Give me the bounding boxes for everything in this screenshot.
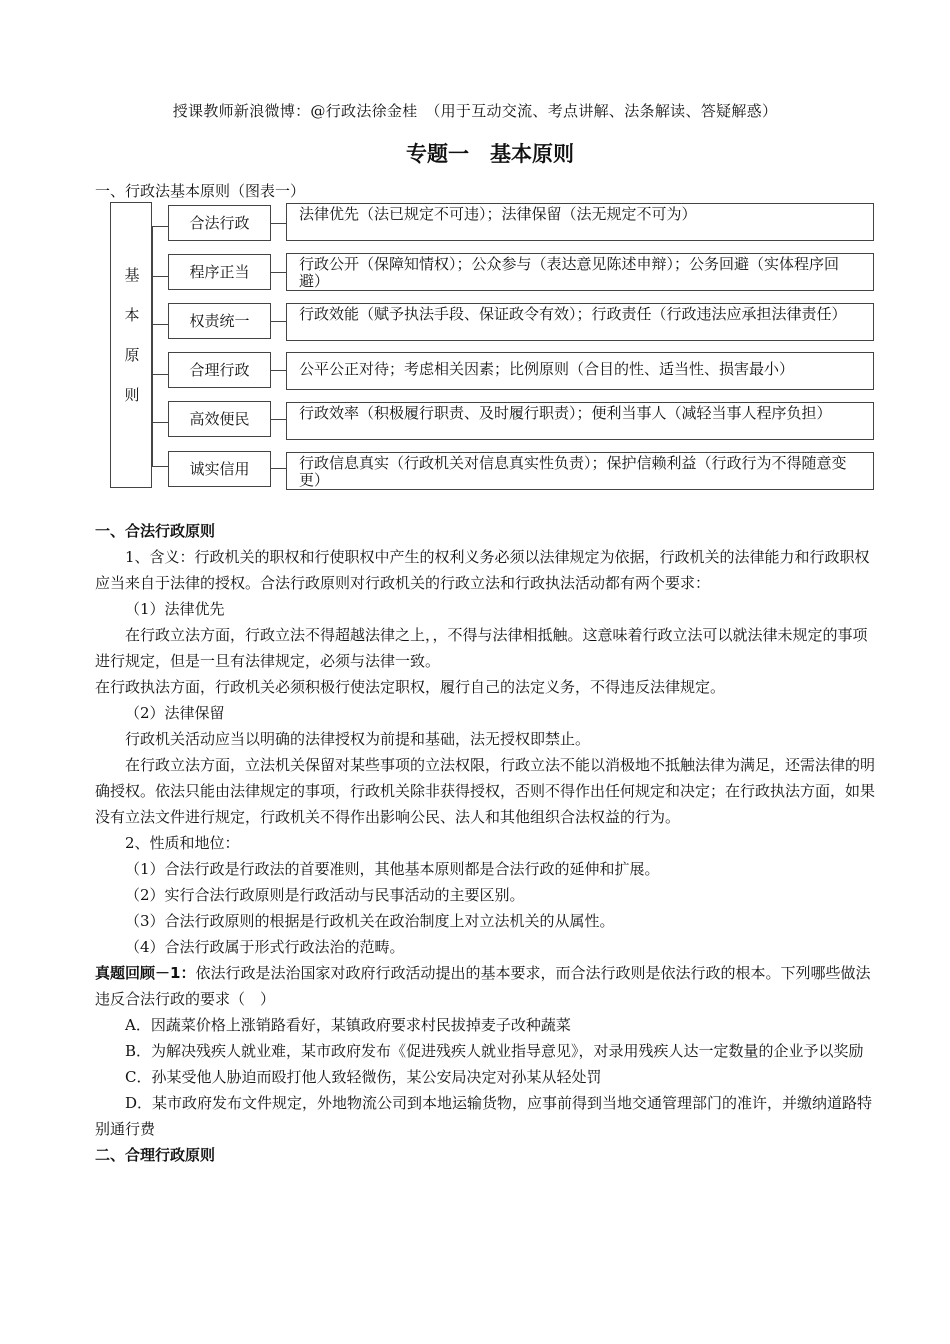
list-item: （3）合法行政原则的根据是行政机关在政治制度上对立法机关的从属性。 — [125, 912, 615, 930]
connector-line — [271, 272, 286, 273]
question-stem — [95, 960, 880, 1012]
principle-desc-box: 法律优先（法已规定不可违）；法律保留（法无规定不可为） — [286, 203, 874, 241]
root-box — [110, 202, 152, 488]
list-item: （4）合法行政属于形式行政法治的范畴。 — [125, 938, 405, 956]
connector-line — [271, 468, 286, 469]
root-char: 原 — [124, 346, 140, 364]
paragraph: 1、含义：行政机关的职权和行使职权中产生的权利义务必须以法律规定为依据，行政机关的法律能力和行政职权应当来自于法律的授权。合法行政原则对行政机关的行政立法和行政执法活动都有两个要求： — [95, 548, 870, 592]
principle-name-box: 权责统一 — [168, 303, 271, 339]
question-label: 真题回顾－1： — [95, 964, 196, 982]
principle-name-box: 高效便民 — [168, 401, 271, 437]
paragraph: 在行政立法方面，行政立法不得超越法律之上，，不得与法律相抵触。这意味着行政立法可以就法律未规定的事项进行规定，但是一旦有法律规定，必须与法律一致。 — [95, 626, 868, 670]
principle-desc-box: 行政公开（保障知情权）；公众参与（表达意见陈述申辩）；公务回避（实体程序回避） — [286, 253, 874, 291]
paragraph: 在行政执法方面，行政机关必须积极行使法定职权，履行自己的法定义务，不得违反法律规定。 — [95, 678, 726, 696]
principles-diagram — [110, 202, 875, 490]
paragraph: 2、性质和地位： — [125, 834, 240, 852]
principle-name-box: 合理行政 — [168, 352, 271, 388]
principle-name-box: 程序正当 — [168, 254, 271, 290]
principle-desc-box: 行政信息真实（行政机关对信息真实性负责）；保护信赖利益（行政行为不得随意变更） — [286, 452, 874, 490]
subheading: （2）法律保留 — [125, 704, 225, 722]
principle-desc-box: 行政效能（赋予执法手段、保证政令有效）；行政责任（行政违法应承担法律责任） — [286, 303, 874, 341]
question-text: 依法行政是法治国家对政府行政活动提出的基本要求，而合法行政则是依法行政的根本。下列哪些做法违反合法行政的要求（ ） — [95, 964, 871, 1008]
section-heading: 二、合理行政原则 — [95, 1146, 216, 1164]
branch-line — [152, 276, 168, 277]
principle-desc-box: 公平公正对待；考虑相关因素；比例原则（合目的性、适当性、损害最小） — [286, 352, 874, 390]
body-text — [95, 518, 880, 1168]
root-char: 则 — [124, 386, 140, 404]
trunk-line — [152, 226, 153, 466]
paragraph: 在行政立法方面，立法机关保留对某些事项的立法权限，行政立法不能以消极地不抵触法律为满足，还需法律的明确授权。依法只能由法律规定的事项，行政机关除非获得授权，否则不得作出任何规定和决定；在行政执法方面，如果没有立法文件进行规定，行政机关不得作出影响公民、法人和其他组织合法权益的行为。 — [95, 756, 876, 826]
question-option: C．孙某受他人胁迫而殴打他人致轻微伤，某公安局决定对孙某从轻处罚 — [125, 1068, 602, 1086]
principle-name-box: 诚实信用 — [168, 451, 271, 487]
section-heading: 一、合法行政原则 — [95, 522, 216, 540]
diagram-caption: 一、行政法基本原则（图表一） — [95, 182, 306, 200]
connector-line — [271, 419, 286, 420]
list-item: （2）实行合法行政原则是行政活动与民事活动的主要区别。 — [125, 886, 525, 904]
branch-line — [152, 466, 168, 467]
connector-line — [271, 223, 286, 224]
subheading: （1）法律优先 — [125, 600, 225, 618]
principle-name-box: 合法行政 — [168, 205, 271, 241]
connector-line — [271, 370, 286, 371]
instructor-header: 授课教师新浪微博：@行政法徐金桂 （用于互动交流、考点讲解、法条解读、答疑解惑） — [172, 102, 778, 120]
connector-line — [271, 321, 286, 322]
branch-line — [152, 226, 168, 227]
principle-desc-box: 行政效率（积极履行职责、及时履行职责）；便利当事人（减轻当事人程序负担） — [286, 402, 874, 440]
paragraph: 行政机关活动应当以明确的法律授权为前提和基础，法无授权即禁止。 — [125, 730, 591, 748]
question-option: D．某市政府发布文件规定，外地物流公司到本地运输货物，应事前得到当地交通管理部门的准许，并缴纳道路特别通行费 — [95, 1094, 873, 1138]
list-item: （1）合法行政是行政法的首要准则，其他基本原则都是合法行政的延伸和扩展。 — [125, 860, 660, 878]
page-title: 专题一 基本原则 — [406, 142, 574, 166]
branch-line — [152, 374, 168, 375]
question-option: B．为解决残疾人就业难，某市政府发布《促进残疾人就业指导意见》，对录用残疾人达一定数量的企业予以奖励 — [125, 1042, 864, 1060]
branch-line — [152, 324, 168, 325]
branch-line — [152, 422, 168, 423]
root-char: 基 — [124, 266, 140, 284]
question-option: A．因蔬菜价格上涨销路看好，某镇政府要求村民拔掉麦子改种蔬菜 — [125, 1016, 571, 1034]
root-char: 本 — [124, 306, 140, 324]
